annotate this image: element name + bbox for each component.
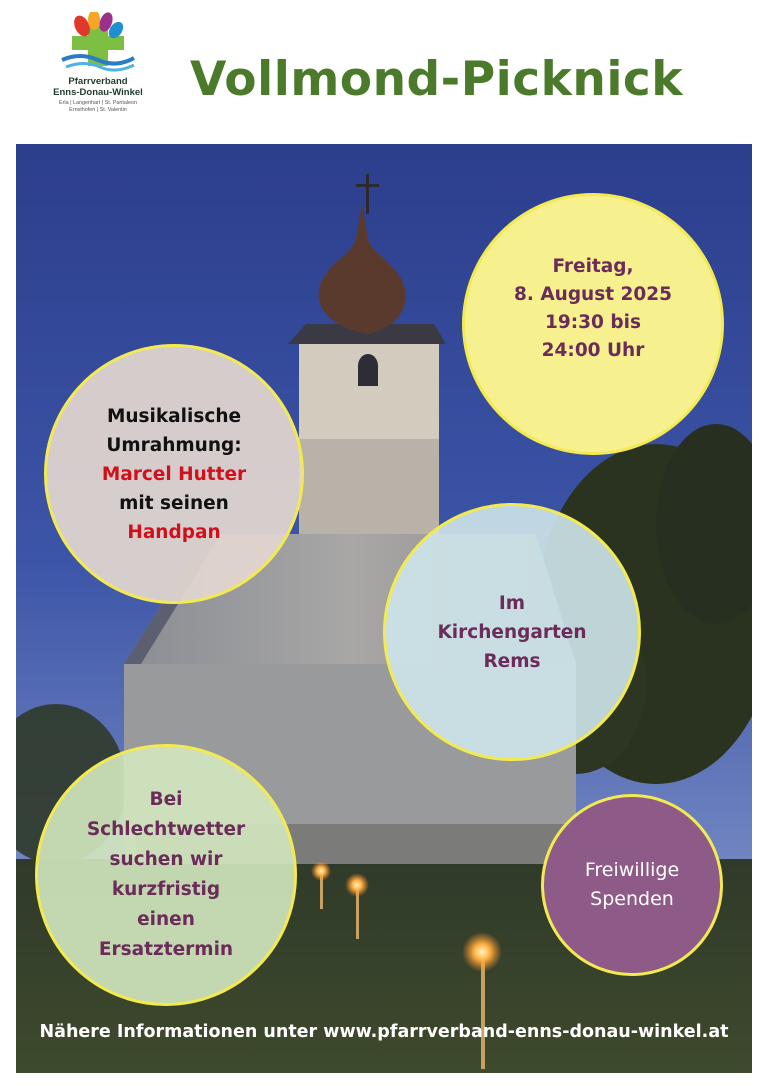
date-text (514, 253, 672, 365)
music-line4: mit seinen (119, 492, 229, 514)
musician-name: Marcel Hutter (101, 463, 247, 485)
date-line2: 8. August 2025 (513, 284, 673, 305)
date-circle (462, 193, 724, 455)
weather-line6: Ersatztermin (98, 939, 234, 960)
page-title: Vollmond-Picknick (190, 52, 684, 107)
music-line2: Umrahmung: (106, 434, 242, 456)
weather-line2: Schlechtwetter (86, 819, 246, 840)
donation-line2: Spenden (590, 888, 674, 910)
place-circle (383, 503, 641, 761)
place-text (437, 589, 586, 676)
music-text (102, 402, 246, 547)
weather-circle (35, 744, 297, 1006)
music-line1: Musikalische (106, 405, 242, 427)
logo-subline1: Erla | Langenhart | St. Pantaleon (58, 100, 138, 106)
instrument-name: Handpan (127, 521, 221, 543)
footer-info-link[interactable]: Nähere Informationen unter www.pfarrverband-enns-donau-winkel.at (39, 1022, 729, 1042)
weather-line1: Bei (149, 789, 183, 810)
date-line1: Freitag, (552, 256, 634, 277)
date-line4: 24:00 Uhr (541, 340, 645, 361)
music-circle (44, 344, 304, 604)
parish-logo (48, 12, 148, 122)
logo-name (48, 76, 148, 98)
place-line2: Kirchengarten (437, 621, 587, 643)
logo-name-line2: Enns-Donau-Winkel (53, 87, 143, 98)
logo-subline2: Ernsthofen | St. Valentin (69, 107, 127, 113)
place-line3: Rems (483, 650, 541, 672)
date-line3: 19:30 bis (545, 312, 641, 333)
weather-line4: kurzfristig (111, 879, 221, 900)
logo-subline (48, 100, 148, 114)
weather-line5: einen (137, 909, 195, 930)
weather-line3: suchen wir (109, 849, 223, 870)
place-line1: Im (498, 592, 526, 614)
cross-with-leaves-logo-icon (60, 12, 136, 74)
donation-line1: Freiwillige (584, 859, 680, 881)
donation-circle (541, 794, 723, 976)
donation-text (585, 856, 679, 914)
weather-text (87, 785, 245, 965)
logo-name-line1: Pfarrverband (68, 76, 128, 87)
